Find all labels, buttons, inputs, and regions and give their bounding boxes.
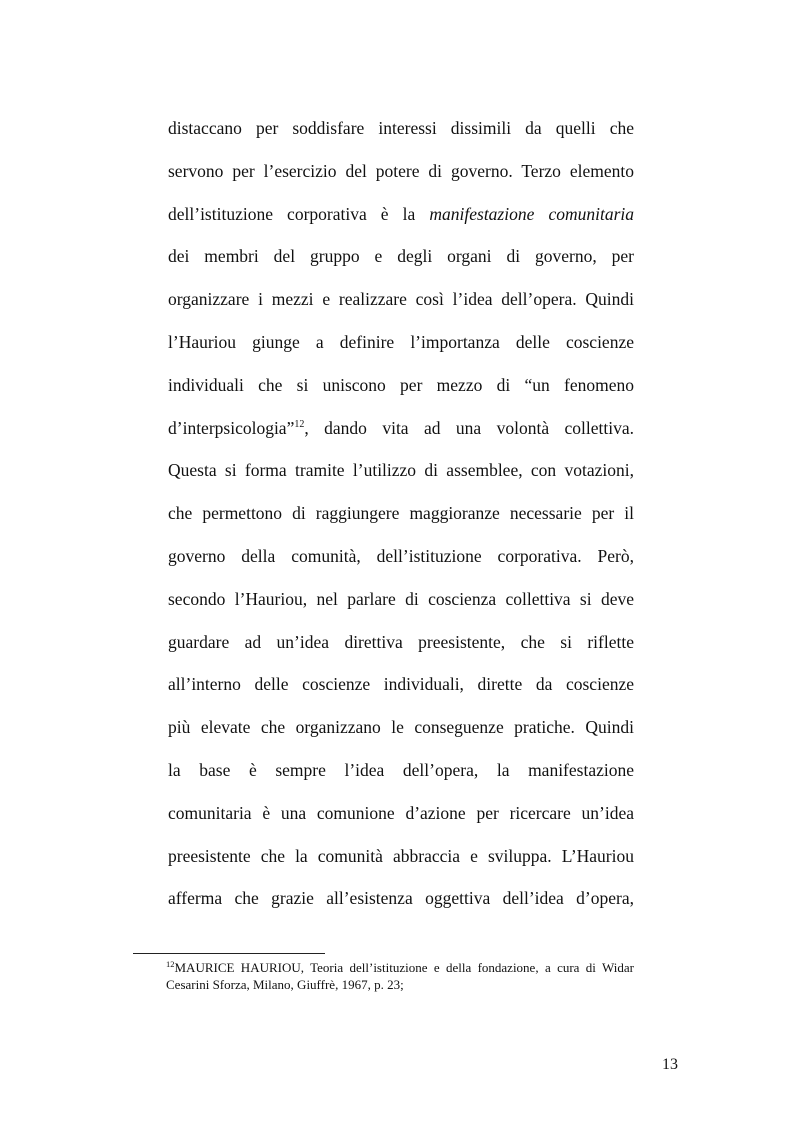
text-line: più elevate che organizzano le conseguenze pratiche. Quindi bbox=[168, 717, 634, 738]
text-segment: , dando vita ad una volontà collettiva. bbox=[304, 417, 634, 438]
text-line: l’Hauriou giunge a definire l’importanza delle coscienze bbox=[168, 331, 634, 352]
text-line: individuali che si uniscono per mezzo di “un fenomeno bbox=[168, 374, 634, 395]
text-line: dei membri del gruppo e degli organi di governo, per bbox=[168, 246, 634, 267]
emphasized-term: manifestazione comunitaria bbox=[429, 203, 634, 224]
text-line bbox=[168, 193, 634, 236]
text-line: la base è sempre l’idea dell’opera, la manifestazione bbox=[168, 759, 634, 780]
footnote bbox=[166, 959, 634, 993]
text-line: comunitaria è una comunione d’azione per ricercare un’idea bbox=[168, 802, 634, 823]
footnote-text: MAURICE HAURIOU, Teoria dell’istituzione e della fondazione, a cura di Widar bbox=[174, 960, 634, 975]
footnote-reference[interactable]: 12 bbox=[294, 418, 305, 430]
footnote-mark: 12 bbox=[166, 959, 175, 969]
page-number: 13 bbox=[662, 1056, 678, 1073]
text-line: guardare ad un’idea direttiva preesistente, che si riflette bbox=[168, 631, 634, 652]
text-line: preesistente che la comunità abbraccia e sviluppa. L’Hauriou bbox=[168, 845, 634, 866]
text-line: Questa si forma tramite l’utilizzo di assemblee, con votazioni, bbox=[168, 460, 634, 481]
text-line: governo della comunità, dell’istituzione corporativa. Però, bbox=[168, 545, 634, 566]
text-line: afferma che grazie all’esistenza oggettiva dell’idea d’opera, bbox=[168, 888, 634, 909]
body-paragraph bbox=[168, 107, 634, 920]
footnote-line bbox=[166, 959, 634, 976]
text-line: servono per l’esercizio del potere di governo. Terzo elemento bbox=[168, 160, 634, 181]
text-line: secondo l’Hauriou, nel parlare di coscienza collettiva si deve bbox=[168, 588, 634, 609]
text-line: distaccano per soddisfare interessi dissimili da quelli che bbox=[168, 118, 634, 138]
text-segment: d’interpsicologia” bbox=[168, 417, 295, 438]
text-line bbox=[168, 407, 634, 450]
text-segment: dell’istituzione corporativa è la bbox=[168, 203, 430, 224]
footnote-separator bbox=[133, 953, 325, 954]
text-line: all’interno delle coscienze individuali, dirette da coscienze bbox=[168, 674, 634, 695]
text-line: che permettono di raggiungere maggioranze necessarie per il bbox=[168, 503, 634, 524]
text-line: organizzare i mezzi e realizzare così l’idea dell’opera. Quindi bbox=[168, 289, 634, 310]
footnote-line: Cesarini Sforza, Milano, Giuffrè, 1967, p. 23; bbox=[166, 977, 404, 992]
